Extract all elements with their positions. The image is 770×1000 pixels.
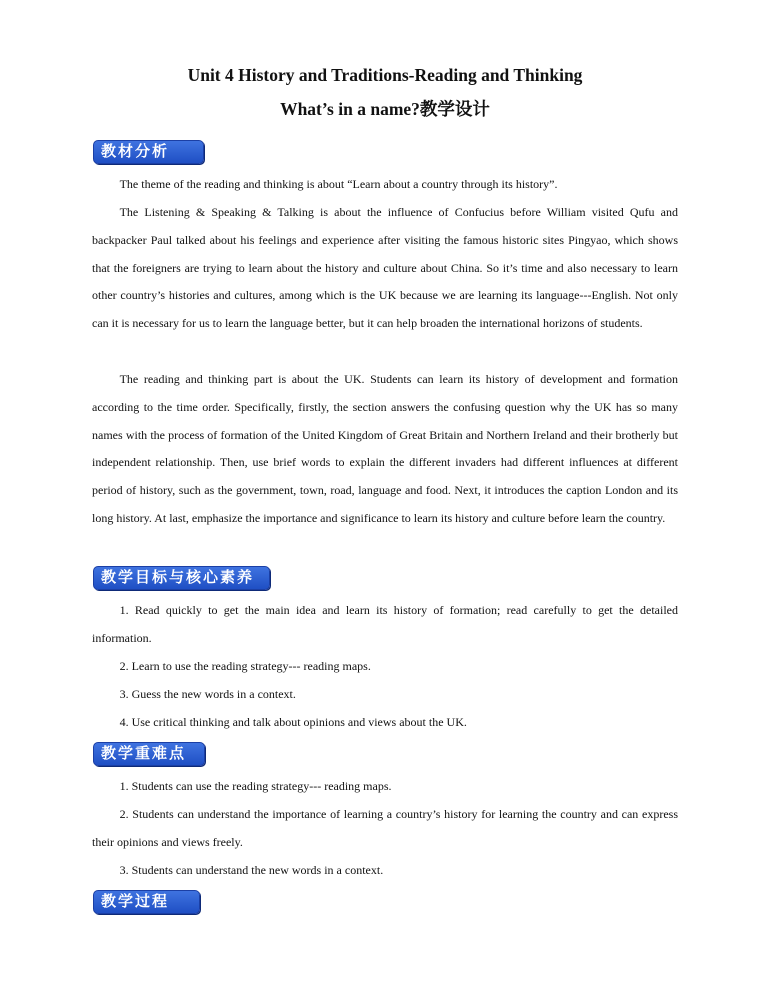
section-heading-key-points: 教学重难点 <box>93 742 205 766</box>
document-title-line1: Unit 4 History and Traditions-Reading and Thinking <box>187 65 583 85</box>
analysis-paragraph-2: The Listening & Speaking & Talking is about the influence of Confucius before William visited Qufu and backpacker Paul talked about his feelings and experience after visiting the famous historic sites Pingyao, which shows that the foreigners are trying to learn about the history and culture about China. So it’s time and also necessary to learn other country’s histories and cultures, among which is the UK because we are learning its language---English. Not only can it is necessary for us to learn the language better, but it can help broaden the international horizons of students. <box>92 205 678 331</box>
key-point-item-2: 2. Students can understand the importance of learning a country’s history for learning the country and can express their opinions and views freely. <box>92 807 678 849</box>
section-heading-objectives: 教学目标与核心素养 <box>93 566 270 590</box>
key-point-item-1: 1. Students can use the reading strategy--- reading maps. <box>119 779 392 793</box>
section-heading-process: 教学过程 <box>93 890 200 914</box>
objective-item-2: 2. Learn to use the reading strategy--- reading maps. <box>119 659 371 673</box>
document-title-line2: What’s in a name?教学设计 <box>280 99 490 119</box>
objective-item-1: 1. Read quickly to get the main idea and learn its history of formation; read carefully to get the detailed information. <box>92 603 678 645</box>
objective-item-3: 3. Guess the new words in a context. <box>119 687 296 701</box>
section-heading-analysis: 教材分析 <box>93 140 204 164</box>
key-point-item-3: 3. Students can understand the new words in a context. <box>119 863 384 877</box>
analysis-paragraph-1: The theme of the reading and thinking is about “Learn about a country through its history”. <box>119 177 558 191</box>
objective-item-4: 4. Use critical thinking and talk about opinions and views about the UK. <box>119 715 467 729</box>
analysis-paragraph-3: The reading and thinking part is about the UK. Students can learn its history of development and formation according to the time order. Specifically, firstly, the section answers the confusing question why the UK has so many names with the process of formation of the United Kingdom of Great Britain and Northern Ireland and their brotherly but independent relationship. Then, use brief words to explain the different invaders had different influences at different period of history, such as the government, town, road, language and food. Next, it introduces the caption London and its long history. At last, emphasize the importance and significance to learn its history and culture before learn the country. <box>92 372 678 525</box>
